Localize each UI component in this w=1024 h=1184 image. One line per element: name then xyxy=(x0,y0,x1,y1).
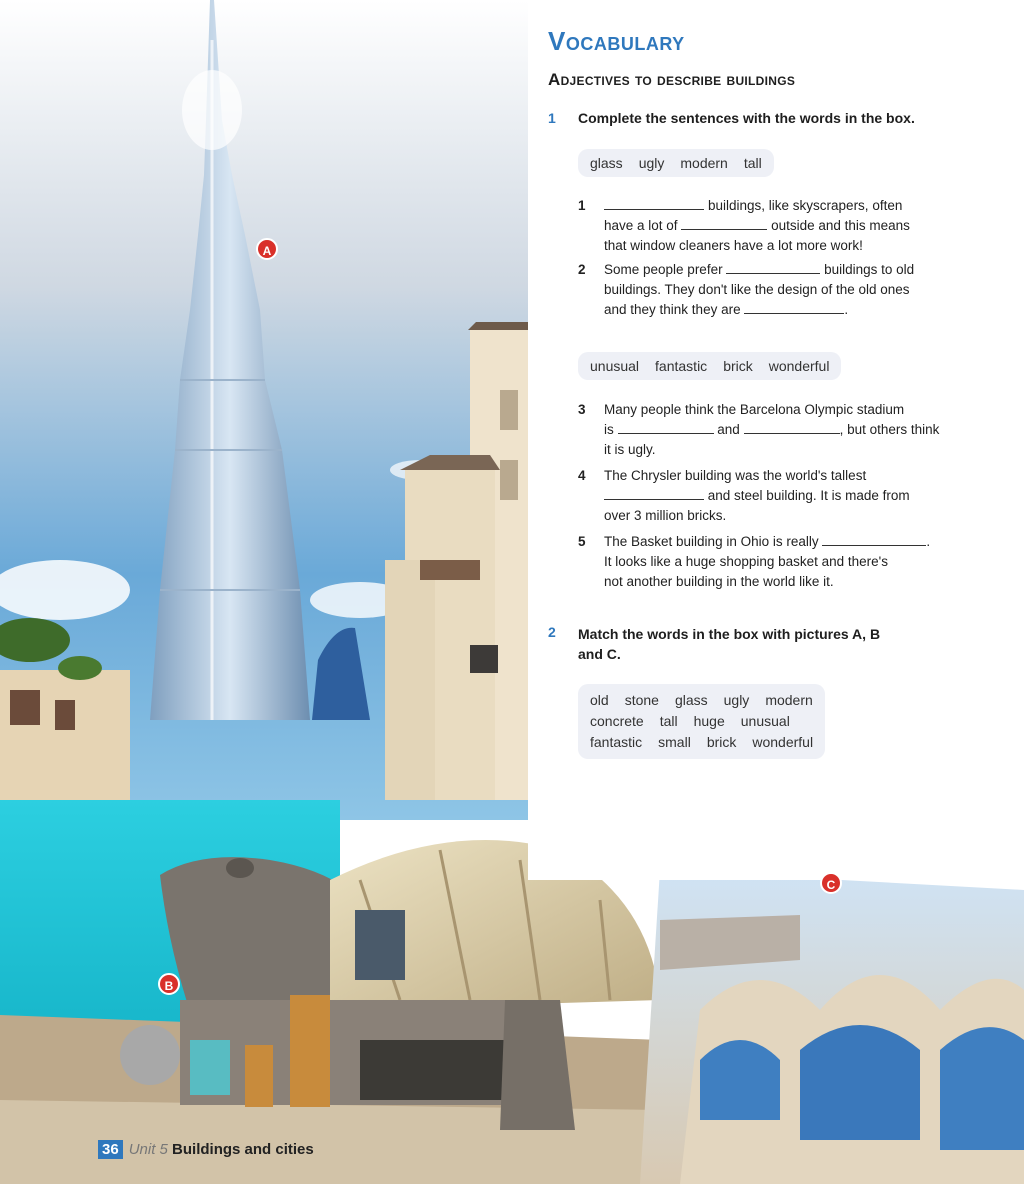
word: ugly xyxy=(723,692,750,708)
answer-blank[interactable] xyxy=(744,421,840,434)
word: ugly xyxy=(638,155,665,171)
word: unusual xyxy=(590,358,640,374)
sentence-item: 3 Many people think the Barcelona Olympic stadium is and , but others think it is ugly. xyxy=(578,402,940,457)
exercise-number: 1 xyxy=(548,110,556,126)
subsection-title: Adjectives to describe buildings xyxy=(548,70,796,89)
item-number: 3 xyxy=(578,402,586,417)
answer-blank[interactable] xyxy=(744,301,844,314)
item-number: 5 xyxy=(578,534,586,549)
word: tall xyxy=(659,713,678,729)
word: glass xyxy=(674,692,708,708)
unit-label: Unit 5 xyxy=(128,1141,168,1158)
word: fantastic xyxy=(655,358,708,374)
word: wonderful xyxy=(752,734,814,750)
word: glass xyxy=(590,155,623,171)
unit-title: Buildings and cities xyxy=(172,1141,314,1158)
word: fantastic xyxy=(590,734,643,750)
word: wonderful xyxy=(768,358,830,374)
page-footer xyxy=(98,1141,314,1158)
word: old xyxy=(590,692,609,708)
answer-blank[interactable] xyxy=(681,217,767,230)
casa-batllo-building xyxy=(640,870,1024,1184)
word: brick xyxy=(706,734,737,750)
answer-blank[interactable] xyxy=(604,197,704,210)
item-number: 1 xyxy=(578,198,586,213)
picture-label-c: C xyxy=(820,872,842,894)
answer-blank[interactable] xyxy=(726,261,820,274)
sentence-item: 4 The Chrysler building was the world's tallest and steel building. It is made from over 3 million bricks. xyxy=(578,468,910,523)
exercise-instruction: Match the words in the box with pictures A, B and C. xyxy=(578,626,881,662)
word: huge xyxy=(693,713,725,729)
word: stone xyxy=(624,692,659,708)
word: small xyxy=(658,734,691,750)
word: tall xyxy=(743,155,762,171)
answer-blank[interactable] xyxy=(604,487,704,500)
word: concrete xyxy=(590,713,644,729)
item-number: 4 xyxy=(578,468,586,483)
exercise-instruction: Complete the sentences with the words in the box. xyxy=(578,110,915,126)
word-box xyxy=(578,149,774,177)
picture-label-b: B xyxy=(158,973,180,995)
answer-blank[interactable] xyxy=(822,533,926,546)
picture-label-a: A xyxy=(256,238,278,260)
sentence-item: 5 The Basket building in Ohio is really . It looks like a huge shopping basket and there's not another building in the world like it. xyxy=(578,534,931,589)
word-box xyxy=(578,684,825,759)
sentence-item: 1 buildings, like skyscrapers, often have a lot of outside and this means that window cleaners have a lot more work! xyxy=(578,198,910,253)
word: modern xyxy=(680,155,728,171)
exercise-number: 2 xyxy=(548,624,556,640)
word-box xyxy=(578,352,841,380)
sentence-item: 2 Some people prefer buildings to old buildings. They don't like the design of the old ones and they think they are . xyxy=(578,262,915,317)
answer-blank[interactable] xyxy=(618,421,714,434)
page-number: 36 xyxy=(98,1140,123,1159)
word: modern xyxy=(765,692,813,708)
word: brick xyxy=(723,358,753,374)
word: unusual xyxy=(740,713,790,729)
item-number: 2 xyxy=(578,262,586,277)
section-title: Vocabulary xyxy=(548,26,685,56)
